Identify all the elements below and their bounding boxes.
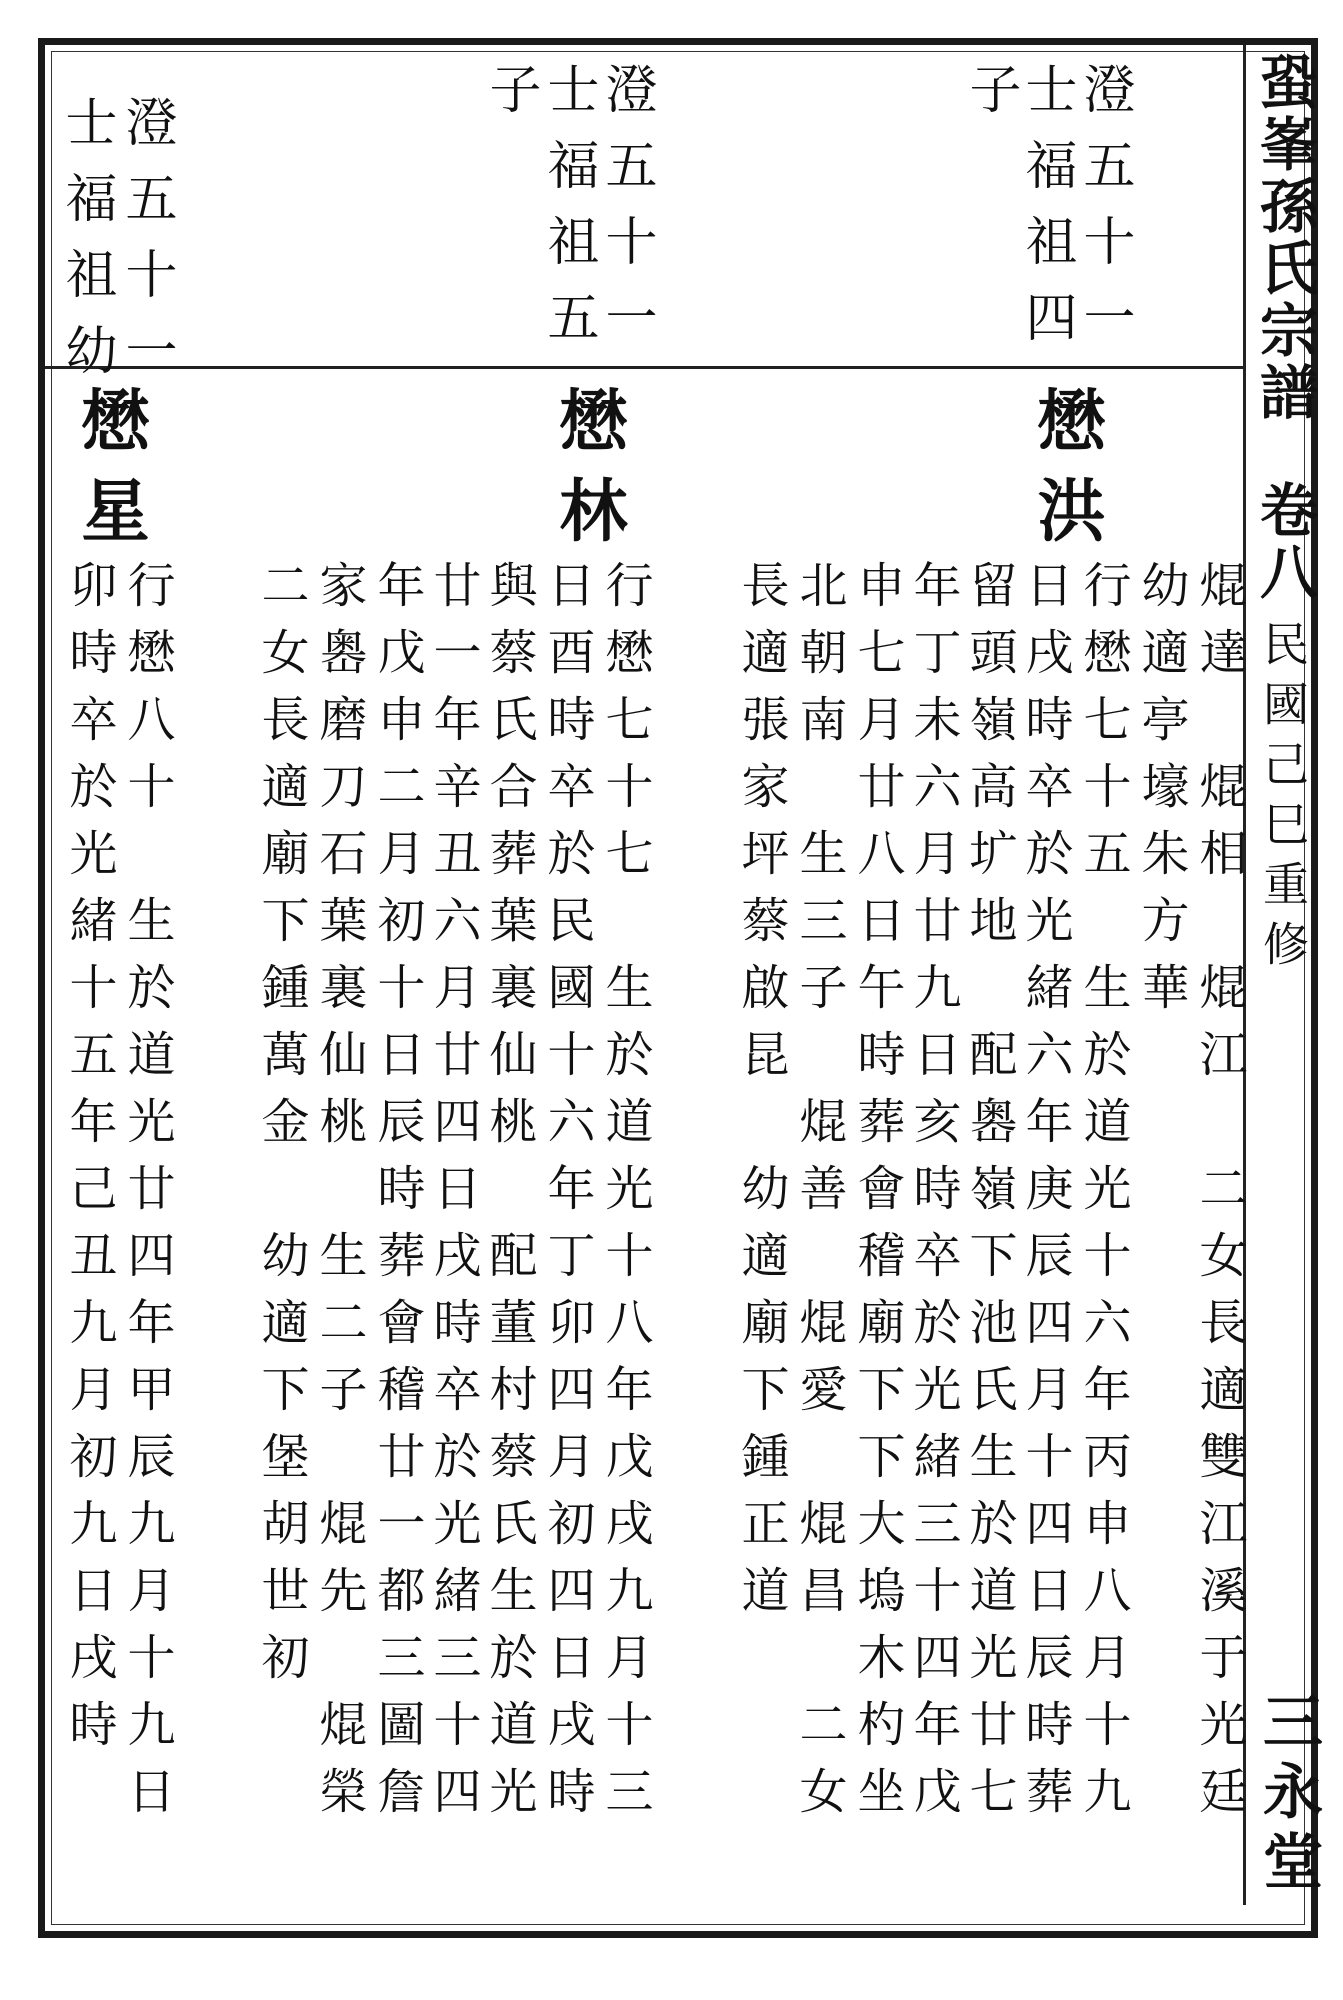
- text-column: 焜達 焜相 焜江 二女長適雙江溪于光廷: [1191, 560, 1247, 1833]
- person-name: 懋星: [70, 385, 150, 565]
- generation-line: 士福祖幼: [56, 95, 116, 399]
- generation-line: 子: [960, 62, 1020, 138]
- text-column: 家嶴磨刀石葉裏仙桃 生二子 焜先 焜榮: [311, 560, 367, 1833]
- hall-name: 三永堂: [1253, 1690, 1323, 1900]
- text-column: 留頭嶺高圹地 配嶴嶺下池氏生於道光廿七: [961, 560, 1017, 1833]
- text-column: 行懋七十五 生於道光十六年丙申八月十九: [1075, 560, 1131, 1833]
- person-name: 懋洪: [1026, 385, 1106, 565]
- text-column: 年戊申二月初十日辰時葬會稽廿一都三圖詹: [369, 560, 425, 1833]
- text-column: 年丁未六月廿九日亥時卒於光緒三十四年戊: [905, 560, 961, 1833]
- text-column: 日戌時卒於光緒六年庚辰四月十四日辰時葬: [1017, 560, 1073, 1833]
- text-column: 日酉時卒於民國十六年丁卯四月初四日戌時: [539, 560, 595, 1833]
- generation-divider: [45, 366, 1243, 369]
- text-column: 申七月廿八日午時葬會稽廟下下大塢木杓坐: [849, 560, 905, 1833]
- generation-line: 澄五十一: [596, 62, 656, 366]
- person-name: 懋林: [548, 385, 628, 565]
- generation-line: 澄五十一: [116, 95, 176, 399]
- edition-note: 民國己巳重修: [1256, 620, 1310, 980]
- text-column: 行懋八十 生於道光廿四年甲辰九月十九日: [119, 560, 175, 1833]
- text-column: 二女長適廟下鍾萬金 幼適下堡胡世初: [253, 560, 309, 1699]
- book-title: 蛩峯孫氏宗譜: [1250, 52, 1318, 424]
- volume-label: 卷八: [1250, 480, 1318, 604]
- text-column: 卯時卒於光緒十五年己丑九月初九日戌時: [61, 560, 117, 1766]
- text-column: 北朝南 生三子 焜善 焜愛 焜昌 二女: [791, 560, 847, 1833]
- text-column: 幼適亭壕朱方華: [1133, 560, 1189, 1029]
- generation-line: 士福祖五: [538, 62, 598, 366]
- text-column: 與蔡氏合葬葉裏仙桃 配董村蔡氏生於道光: [481, 560, 537, 1833]
- text-column: 行懋七十七 生於道光十八年戊戌九月十三: [597, 560, 653, 1833]
- generation-line: 士福祖四: [1016, 62, 1076, 366]
- text-column: 長適張家坪蔡啟昆 幼適廟下鍾正道: [733, 560, 789, 1632]
- generation-line: 澄五十一: [1074, 62, 1134, 366]
- generation-line: 子: [480, 62, 540, 138]
- text-column: 廿一年辛丑六月廿四日戌時卒於光緒三十四: [425, 560, 481, 1833]
